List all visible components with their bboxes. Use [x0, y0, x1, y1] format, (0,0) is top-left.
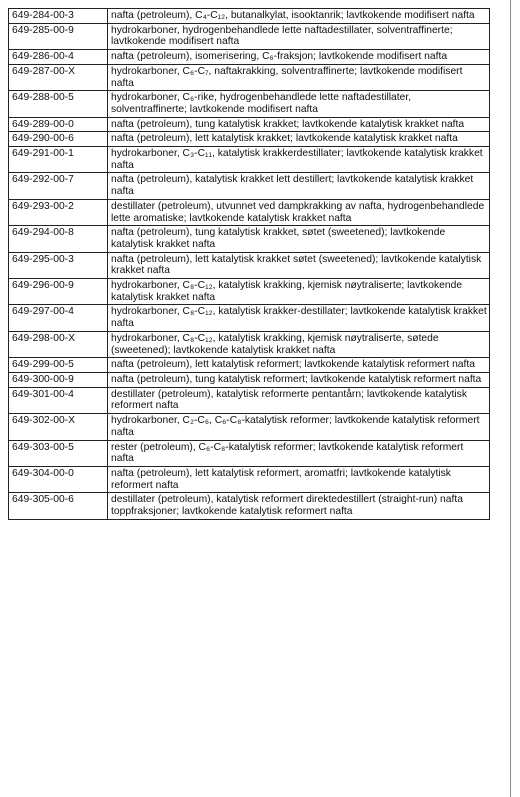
- index-number: 649-293-00-2: [9, 199, 108, 225]
- table-row: [9, 132, 490, 147]
- substance-description: nafta (petroleum), tung katalytisk krakket, søtet (sweetened); lavtkokende katalytisk krakket nafta: [108, 226, 490, 252]
- table-row: [9, 252, 490, 278]
- substance-description: hydrokarboner, hydrogenbehandlede lette naftadestillater, solventraffinerte; lavtkokende modifisert nafta: [108, 23, 490, 49]
- index-number: 649-288-00-5: [9, 91, 108, 117]
- index-number: 649-300-00-9: [9, 372, 108, 387]
- substance-description: nafta (petroleum), C₄-C₁₂, butanalkylat, isooktanrik; lavtkokende modifisert nafta: [108, 9, 490, 24]
- index-number: 649-299-00-5: [9, 358, 108, 373]
- table-row: [9, 414, 490, 440]
- index-number: 649-290-00-6: [9, 132, 108, 147]
- substance-table: [8, 8, 490, 520]
- table-row: [9, 226, 490, 252]
- index-number: 649-295-00-3: [9, 252, 108, 278]
- index-number: 649-284-00-3: [9, 9, 108, 24]
- substance-description: destillater (petroleum), katalytisk reformerte pentantårn; lavtkokende katalytisk reformert nafta: [108, 387, 490, 413]
- table-row: [9, 9, 490, 24]
- table-row: [9, 147, 490, 173]
- index-number: 649-287-00-X: [9, 64, 108, 90]
- index-number: 649-297-00-4: [9, 305, 108, 331]
- table-row: [9, 372, 490, 387]
- substance-description: nafta (petroleum), isomerisering, C₆-fraksjon; lavtkokende modifisert nafta: [108, 50, 490, 65]
- substance-description: nafta (petroleum), lett katalytisk reformert; lavtkokende katalytisk reformert nafta: [108, 358, 490, 373]
- index-number: 649-294-00-8: [9, 226, 108, 252]
- substance-description: nafta (petroleum), lett katalytisk krakket; lavtkokende katalytisk krakket nafta: [108, 132, 490, 147]
- index-number: 649-298-00-X: [9, 331, 108, 357]
- index-number: 649-292-00-7: [9, 173, 108, 199]
- table-row: [9, 440, 490, 466]
- substance-description: hydrokarboner, C₈-C₁₂, katalytisk krakking, kjemisk nøytraliserte, søtede (sweetened); lavtkokende katalytisk krakket nafta: [108, 331, 490, 357]
- substance-description: hydrokarboner, C₂-C₆, C₆-C₈-katalytisk reformer; lavtkokende katalytisk reformert nafta: [108, 414, 490, 440]
- table-row: [9, 117, 490, 132]
- substance-description: hydrokarboner, C₆-rike, hydrogenbehandlede lette naftadestillater, solventraffinerte; lavtkokende modifisert nafta: [108, 91, 490, 117]
- substance-description: destillater (petroleum), katalytisk reformert direktedestillert (straight-run) nafta toppfraksjoner; lavtkokende katalytisk reformert nafta: [108, 493, 490, 519]
- page-edge-divider: [510, 0, 511, 797]
- table-row: [9, 173, 490, 199]
- table-row: [9, 387, 490, 413]
- table-row: [9, 279, 490, 305]
- substance-table-body: [9, 9, 490, 520]
- table-row: [9, 91, 490, 117]
- table-row: [9, 358, 490, 373]
- substance-description: destillater (petroleum), utvunnet ved dampkrakking av nafta, hydrogenbehandlede lette aromatiske; lavtkokende katalytisk krakket nafta: [108, 199, 490, 225]
- index-number: 649-303-00-5: [9, 440, 108, 466]
- index-number: 649-291-00-1: [9, 147, 108, 173]
- index-number: 649-304-00-0: [9, 466, 108, 492]
- substance-description: nafta (petroleum), katalytisk krakket lett destillert; lavtkokende katalytisk krakket nafta: [108, 173, 490, 199]
- table-row: [9, 199, 490, 225]
- table-row: [9, 23, 490, 49]
- substance-description: rester (petroleum), C₆-C₈-katalytisk reformer; lavtkokende katalytisk reformert nafta: [108, 440, 490, 466]
- substance-description: hydrokarboner, C₈-C₁₂, katalytisk krakker-destillater; lavtkokende katalytisk krakket nafta: [108, 305, 490, 331]
- index-number: 649-302-00-X: [9, 414, 108, 440]
- substance-description: nafta (petroleum), tung katalytisk reformert; lavtkokende katalytisk reformert nafta: [108, 372, 490, 387]
- table-row: [9, 466, 490, 492]
- table-row: [9, 50, 490, 65]
- index-number: 649-296-00-9: [9, 279, 108, 305]
- substance-description: hydrokarboner, C₃-C₁₁, katalytisk krakkerdestillater; lavtkokende katalytisk krakket nafta: [108, 147, 490, 173]
- substance-description: nafta (petroleum), tung katalytisk krakket; lavtkokende katalytisk krakket nafta: [108, 117, 490, 132]
- index-number: 649-289-00-0: [9, 117, 108, 132]
- table-row: [9, 493, 490, 519]
- index-number: 649-301-00-4: [9, 387, 108, 413]
- table-row: [9, 305, 490, 331]
- table-row: [9, 331, 490, 357]
- index-number: 649-285-00-9: [9, 23, 108, 49]
- table-row: [9, 64, 490, 90]
- index-number: 649-305-00-6: [9, 493, 108, 519]
- substance-description: nafta (petroleum), lett katalytisk krakket søtet (sweetened); lavtkokende katalytisk krakket nafta: [108, 252, 490, 278]
- substance-description: nafta (petroleum), lett katalytisk reformert, aromatfri; lavtkokende katalytisk reformert nafta: [108, 466, 490, 492]
- index-number: 649-286-00-4: [9, 50, 108, 65]
- substance-description: hydrokarboner, C₆-C₇, naftakrakking, solventraffinerte; lavtkokende modifisert nafta: [108, 64, 490, 90]
- substance-description: hydrokarboner, C₈-C₁₂, katalytisk krakking, kjemisk nøytraliserte; lavtkokende katalytisk krakket nafta: [108, 279, 490, 305]
